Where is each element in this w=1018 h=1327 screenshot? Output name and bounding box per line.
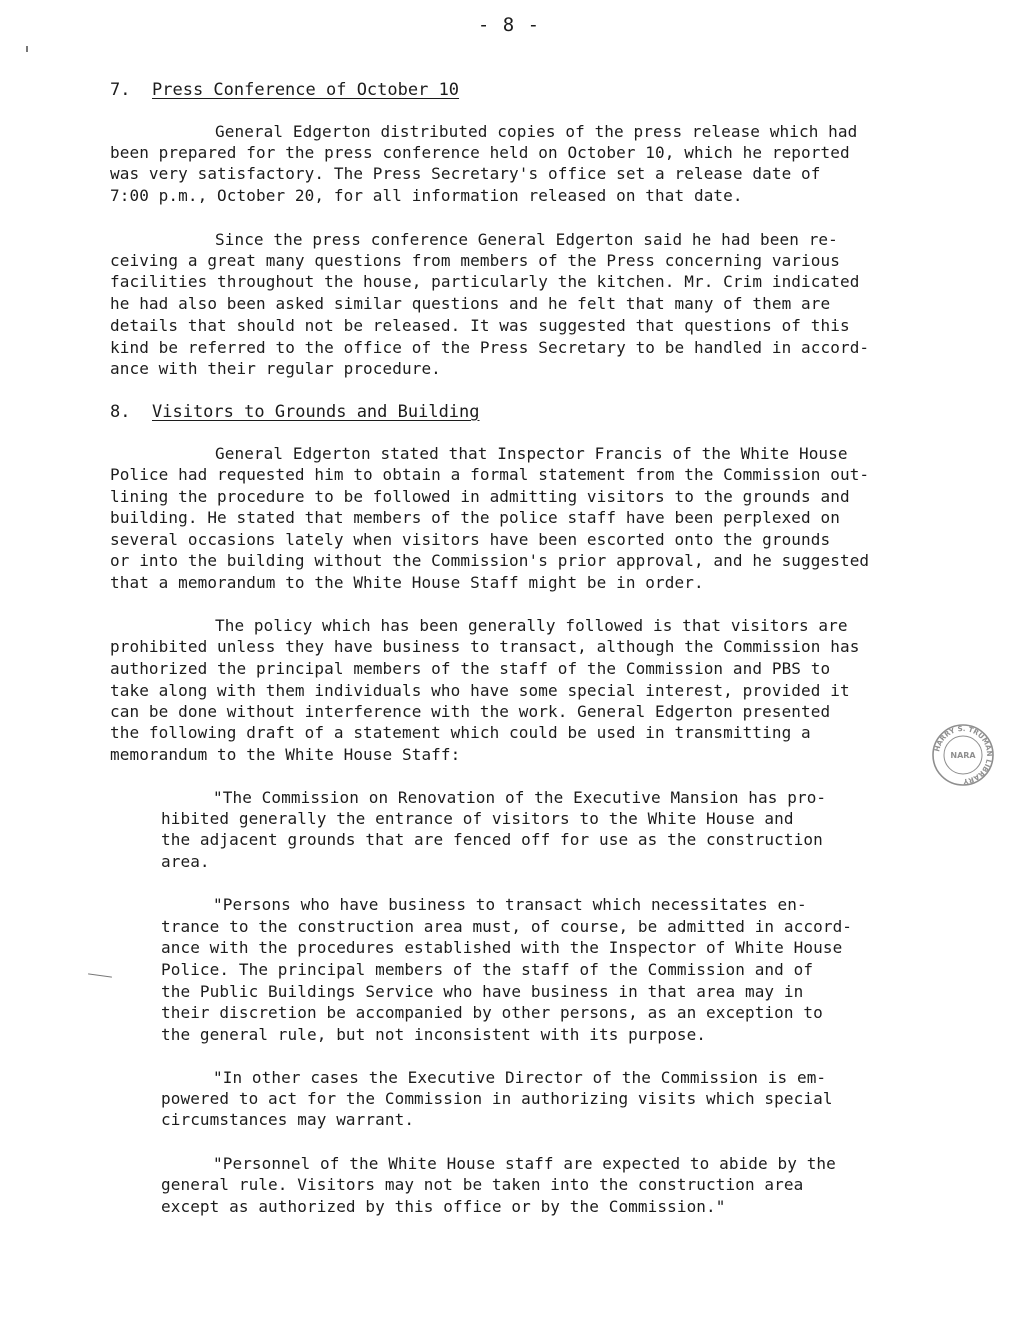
section-8-p1-line: several occasions lately when visitors have been escorted onto the grounds [110, 530, 831, 549]
section-8-p1-line: or into the building without the Commission's prior approval, and he suggested [110, 551, 870, 570]
section-8-p2-line: take along with them individuals who have some special interest, provided it [110, 681, 850, 700]
section-7-p2-line: ceiving a great many questions from members of the Press concerning various [110, 251, 840, 270]
section-8-p2-line: can be done without interference with the work. General Edgerton presented [110, 702, 831, 721]
section-7-p1-line: 7:00 p.m., October 20, for all information released on that date. [110, 186, 743, 205]
quote-2-line: Police. The principal members of the staff of the Commission and of [161, 960, 814, 979]
section-7-p1-line: was very satisfactory. The Press Secretary's office set a release date of [110, 164, 821, 183]
section-7-p2-line: kind be referred to the office of the Press Secretary to be handled in accord- [110, 338, 870, 357]
quote-2-line: the Public Buildings Service who have business in that area may in [161, 982, 804, 1001]
section-7-p2-line: Since the press conference General Edgerton said he had been re- [215, 230, 838, 249]
scan-mark [26, 46, 28, 52]
section-8-number: 8. [110, 402, 131, 422]
quote-3-line: "In other cases the Executive Director of the Commission is em- [213, 1068, 827, 1087]
section-8-p2-line: the following draft of a statement which could be used in transmitting a [110, 723, 811, 742]
quote-3-line: circumstances may warrant. [161, 1110, 415, 1129]
quote-4-line: general rule. Visitors may not be taken into the construction area [161, 1175, 804, 1194]
quote-2-line: "Persons who have business to transact which necessitates en- [213, 895, 807, 914]
quote-2-line: trance to the construction area must, of course, be admitted in accord- [161, 917, 853, 936]
section-8-p1-line: General Edgerton stated that Inspector Francis of the White House [215, 444, 848, 463]
section-7-p2-line: details that should not be released. It was suggested that questions of this [110, 316, 850, 335]
section-8-p2-line: The policy which has been generally followed is that visitors are [215, 616, 848, 635]
quote-1-line: hibited generally the entrance of visitors to the White House and [161, 809, 794, 828]
quote-1-line: area. [161, 852, 210, 871]
scan-mark [88, 973, 112, 977]
quote-4-line: "Personnel of the White House staff are expected to abide by the [213, 1154, 836, 1173]
section-7-p1-line: General Edgerton distributed copies of the press release which had [215, 122, 858, 141]
quote-4-line: except as authorized by this office or by the Commission." [161, 1197, 726, 1216]
section-7-p2-line: ance with their regular procedure. [110, 359, 441, 378]
section-8-p2-line: prohibited unless they have business to transact, although the Commission has [110, 637, 860, 656]
quote-1-line: "The Commission on Renovation of the Executive Mansion has pro- [213, 788, 827, 807]
section-8-title: Visitors to Grounds and Building [152, 402, 480, 422]
section-7-p1-line: been prepared for the press conference held on October 10, which he reported [110, 143, 850, 162]
section-7-p2-line: he had also been asked similar questions and he felt that many of them are [110, 294, 831, 313]
section-8-p1-line: Police had requested him to obtain a formal statement from the Commission out- [110, 465, 870, 484]
quote-3-line: powered to act for the Commission in authorizing visits which special [161, 1089, 833, 1108]
quote-1-line: the adjacent grounds that are fenced off for use as the construction [161, 830, 823, 849]
section-7-title: Press Conference of October 10 [152, 80, 460, 100]
section-8-p1-line: building. He stated that members of the police staff have been perplexed on [110, 508, 840, 527]
page-number: - 8 - [477, 14, 541, 36]
seal-center-text: NARA [950, 751, 976, 760]
section-7-number: 7. [110, 80, 131, 100]
section-7-p2-line: facilities throughout the house, particularly the kitchen. Mr. Crim indicated [110, 272, 860, 291]
quote-2-line: ance with the procedures established with the Inspector of White House [161, 938, 843, 957]
quote-2-line: their discretion be accompanied by other persons, as an exception to [161, 1003, 823, 1022]
section-8-p2-line: authorized the principal members of the staff of the Commission and PBS to [110, 659, 831, 678]
quote-2-line: the general rule, but not inconsistent with its purpose. [161, 1025, 707, 1044]
seal-text: HARRY S. TRUMAN LIBRARY [933, 724, 994, 786]
library-seal-icon [930, 722, 996, 788]
section-8-p1-line: lining the procedure to be followed in admitting visitors to the grounds and [110, 487, 850, 506]
section-8-p1-line: that a memorandum to the White House Staff might be in order. [110, 573, 704, 592]
section-8-p2-line: memorandum to the White House Staff: [110, 745, 461, 764]
